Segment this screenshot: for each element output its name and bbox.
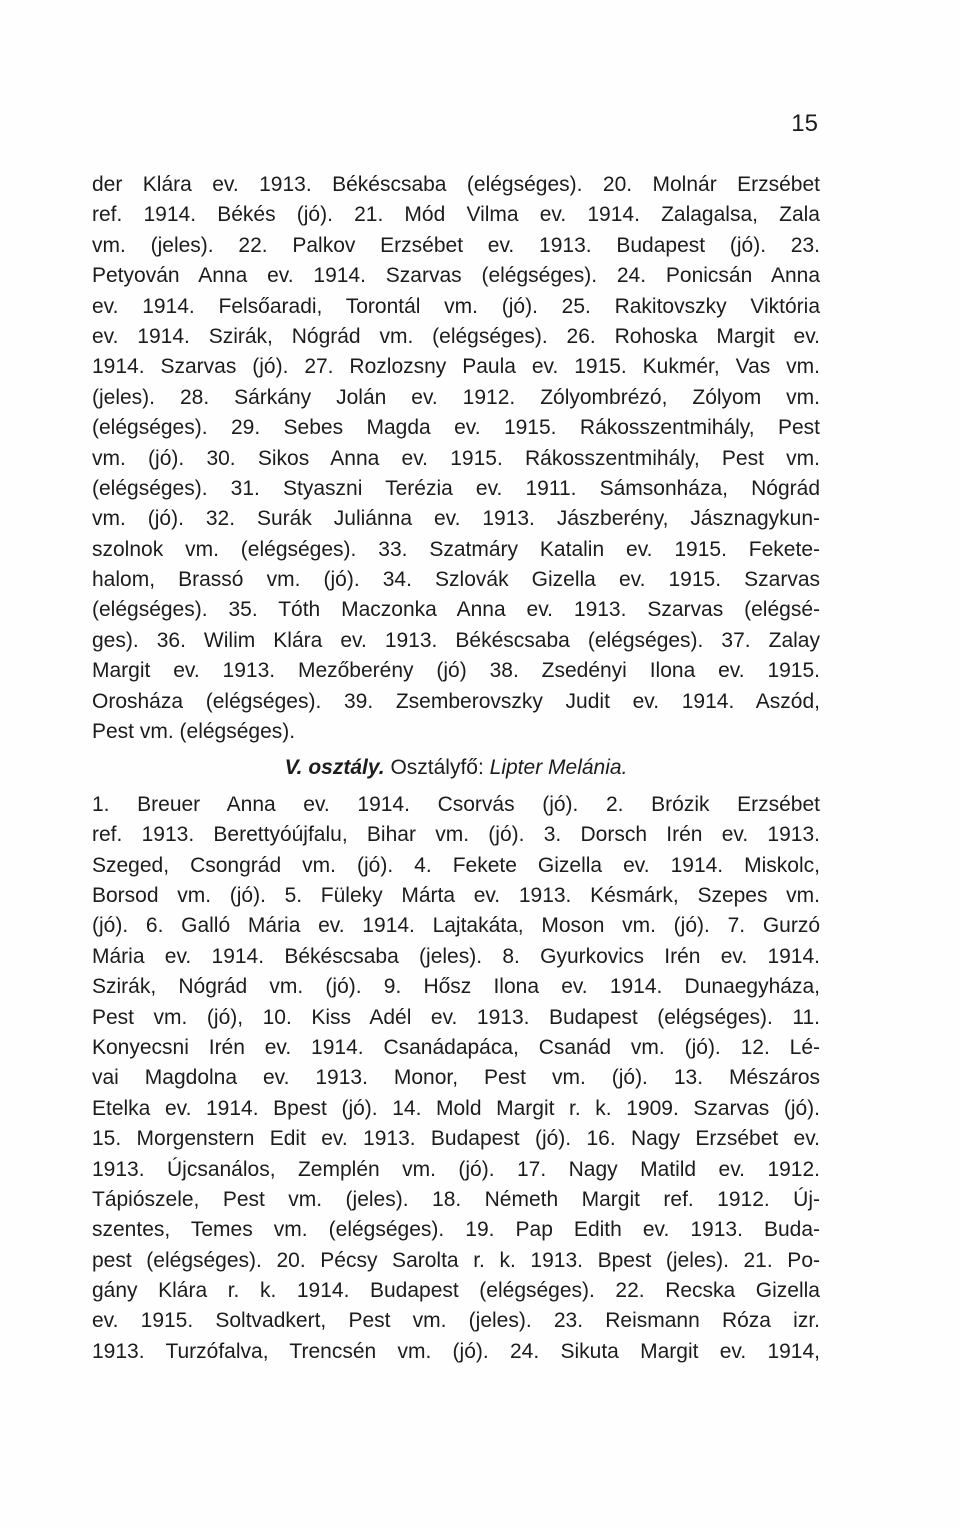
text-line: Szirák, Nógrád vm. (jó). 9. Hősz Ilona ev. 1914. Dunaegyháza, bbox=[92, 975, 820, 999]
class-label: V. osztály. bbox=[284, 756, 385, 780]
text-line: pest (elégséges). 20. Pécsy Sarolta r. k. 1913. Bpest (jeles). 21. Po- bbox=[92, 1248, 820, 1272]
student-list-previous-class bbox=[92, 170, 820, 747]
text-line: Borsod vm. (jó). 5. Füleky Márta ev. 1913. Késmárk, Szepes vm. bbox=[92, 883, 820, 907]
text-line: Mária ev. 1914. Békéscsaba (jeles). 8. Gyurkovics Irén ev. 1914. bbox=[92, 944, 820, 968]
class-heading bbox=[92, 753, 820, 783]
page-number: 15 bbox=[791, 110, 818, 137]
text-line: (elégséges). 31. Styaszni Terézia ev. 1911. Sámsonháza, Nógrád bbox=[92, 476, 820, 500]
text-line: (elégséges). 29. Sebes Magda ev. 1915. Rákosszentmihály, Pest bbox=[92, 416, 820, 440]
text-line: (jó). 6. Galló Mária ev. 1914. Lajtakáta, Moson vm. (jó). 7. Gurzó bbox=[92, 914, 820, 938]
text-line: Tápiószele, Pest vm. (jeles). 18. Németh Margit ref. 1912. Új- bbox=[92, 1187, 820, 1211]
text-line: szolnok vm. (elégséges). 33. Szatmáry Katalin ev. 1915. Fekete- bbox=[92, 537, 820, 561]
teacher-label: Osztályfő: bbox=[390, 756, 484, 780]
text-line: ev. 1914. Szirák, Nógrád vm. (elégséges). 26. Rohoska Margit ev. bbox=[92, 324, 820, 348]
text-line: halom, Brassó vm. (jó). 34. Szlovák Gizella ev. 1915. Szarvas bbox=[92, 568, 820, 592]
text-line: 1. Breuer Anna ev. 1914. Csorvás (jó). 2. Brózik Erzsébet bbox=[92, 792, 820, 816]
text-line: ev. 1915. Soltvadkert, Pest vm. (jeles). 23. Reismann Róza izr. bbox=[92, 1309, 820, 1333]
text-line: ev. 1914. Felsőaradi, Torontál vm. (jó). 25. Rakitovszky Viktória bbox=[92, 294, 820, 318]
text-line: Pest vm. (elégséges). bbox=[92, 720, 296, 744]
text-line: Szeged, Csongrád vm. (jó). 4. Fekete Gizella ev. 1914. Miskolc, bbox=[92, 853, 820, 877]
text-line: szentes, Temes vm. (elégséges). 19. Pap Edith ev. 1913. Buda- bbox=[92, 1218, 820, 1242]
text-line: Orosháza (elégséges). 39. Zsemberovszky Judit ev. 1914. Aszód, bbox=[92, 689, 820, 713]
text-line: (jeles). 28. Sárkány Jolán ev. 1912. Zólyombrézó, Zólyom vm. bbox=[92, 385, 820, 409]
text-line: 15. Morgenstern Edit ev. 1913. Budapest (jó). 16. Nagy Erzsébet ev. bbox=[92, 1127, 820, 1151]
text-line: (elégséges). 35. Tóth Maczonka Anna ev. 1913. Szarvas (elégsé- bbox=[92, 598, 820, 622]
text-line: ref. 1913. Berettyóújfalu, Bihar vm. (jó). 3. Dorsch Irén ev. 1913. bbox=[92, 823, 820, 847]
student-list-class-v bbox=[92, 790, 820, 1367]
text-line: Konyecsni Irén ev. 1914. Csanádapáca, Csanád vm. (jó). 12. Lé- bbox=[92, 1035, 820, 1059]
text-line: 1913. Turzófalva, Trencsén vm. (jó). 24. Sikuta Margit ev. 1914, bbox=[92, 1339, 820, 1363]
text-line: 1914. Szarvas (jó). 27. Rozlozsny Paula ev. 1915. Kukmér, Vas vm. bbox=[92, 355, 820, 379]
teacher-name: Lipter Melánia. bbox=[489, 756, 628, 780]
text-line: vm. (jó). 30. Sikos Anna ev. 1915. Rákosszentmihály, Pest vm. bbox=[92, 446, 820, 470]
text-line: ges). 36. Wilim Klára ev. 1913. Békéscsaba (elégséges). 37. Zalay bbox=[92, 628, 820, 652]
body-text bbox=[92, 170, 820, 1367]
text-line: Etelka ev. 1914. Bpest (jó). 14. Mold Margit r. k. 1909. Szarvas (jó). bbox=[92, 1096, 820, 1120]
text-line: Margit ev. 1913. Mezőberény (jó) 38. Zsedényi Ilona ev. 1915. bbox=[92, 659, 820, 683]
text-line: vm. (jeles). 22. Palkov Erzsébet ev. 1913. Budapest (jó). 23. bbox=[92, 233, 820, 257]
text-line: vm. (jó). 32. Surák Juliánna ev. 1913. Jászberény, Jásznagykun- bbox=[92, 507, 820, 531]
text-line: ref. 1914. Békés (jó). 21. Mód Vilma ev. 1914. Zalagalsa, Zala bbox=[92, 203, 820, 227]
text-line: 1913. Újcsanálos, Zemplén vm. (jó). 17. Nagy Matild ev. 1912. bbox=[92, 1157, 820, 1181]
text-line: gány Klára r. k. 1914. Budapest (elégséges). 22. Recska Gizella bbox=[92, 1279, 820, 1303]
text-line: Petyován Anna ev. 1914. Szarvas (elégséges). 24. Ponicsán Anna bbox=[92, 264, 820, 288]
text-line: der Klára ev. 1913. Békéscsaba (elégséges). 20. Molnár Erzsébet bbox=[92, 173, 820, 196]
text-line: vai Magdolna ev. 1913. Monor, Pest vm. (jó). 13. Mészáros bbox=[92, 1066, 820, 1090]
text-line: Pest vm. (jó), 10. Kiss Adél ev. 1913. Budapest (elégséges). 11. bbox=[92, 1005, 820, 1029]
